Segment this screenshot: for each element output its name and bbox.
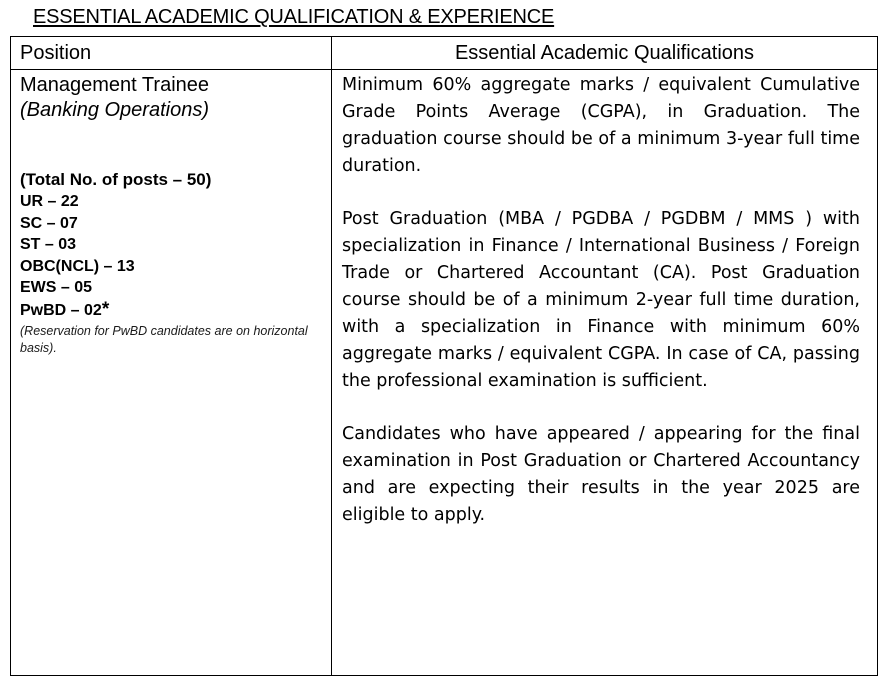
qualification-paragraph-eligibility: Candidates who have appeared / appearing for the final examination in Post Graduation or Chartered Accountancy and are expecting their results in the year 2025 are eligible to apply. <box>342 424 860 525</box>
category-obc: OBC(NCL) – 13 <box>20 257 135 275</box>
column-header-qualifications: Essential Academic Qualifications <box>332 37 878 70</box>
qualification-table <box>10 36 878 676</box>
column-header-position: Position <box>11 37 332 70</box>
qualifications-cell <box>332 70 878 676</box>
category-pwbd: PwBD – 02 <box>20 301 102 319</box>
qualification-paragraph-graduation: Minimum 60% aggregate marks / equivalent Cumulative Grade Points Average (CGPA), in Graduation. The graduation course should be of a minimum 3-year full time duration. <box>342 75 860 176</box>
asterisk-marker: * <box>101 298 110 320</box>
position-title: Management Trainee <box>20 74 210 96</box>
total-posts: (Total No. of posts – 50) <box>20 170 212 189</box>
category-pwbd-row <box>20 299 323 322</box>
qualification-paragraph-post-graduation: Post Graduation (MBA / PGDBA / PGDBM / MMS ) with specialization in Finance / International Business / Foreign Trade or Chartered Accountant (CA). Post Graduation course should be of a minimum 2-year full time duration, with a specialization in Finance with minimum 60% aggregate marks / equivalent CGPA. In case of CA, passing the professional examination is sufficient. <box>342 209 860 391</box>
category-sc: SC – 07 <box>20 214 78 232</box>
position-subtitle: (Banking Operations) <box>20 99 209 121</box>
reservation-note: (Reservation for PwBD candidates are on horizontal basis). <box>20 324 308 355</box>
section-heading: ESSENTIAL ACADEMIC QUALIFICATION & EXPERIENCE <box>33 6 555 28</box>
category-st: ST – 03 <box>20 236 77 253</box>
category-ews: EWS – 05 <box>20 279 93 296</box>
table-row <box>11 70 878 676</box>
position-cell <box>11 70 332 676</box>
category-ur: UR – 22 <box>20 193 79 210</box>
table-header-row <box>11 37 878 70</box>
